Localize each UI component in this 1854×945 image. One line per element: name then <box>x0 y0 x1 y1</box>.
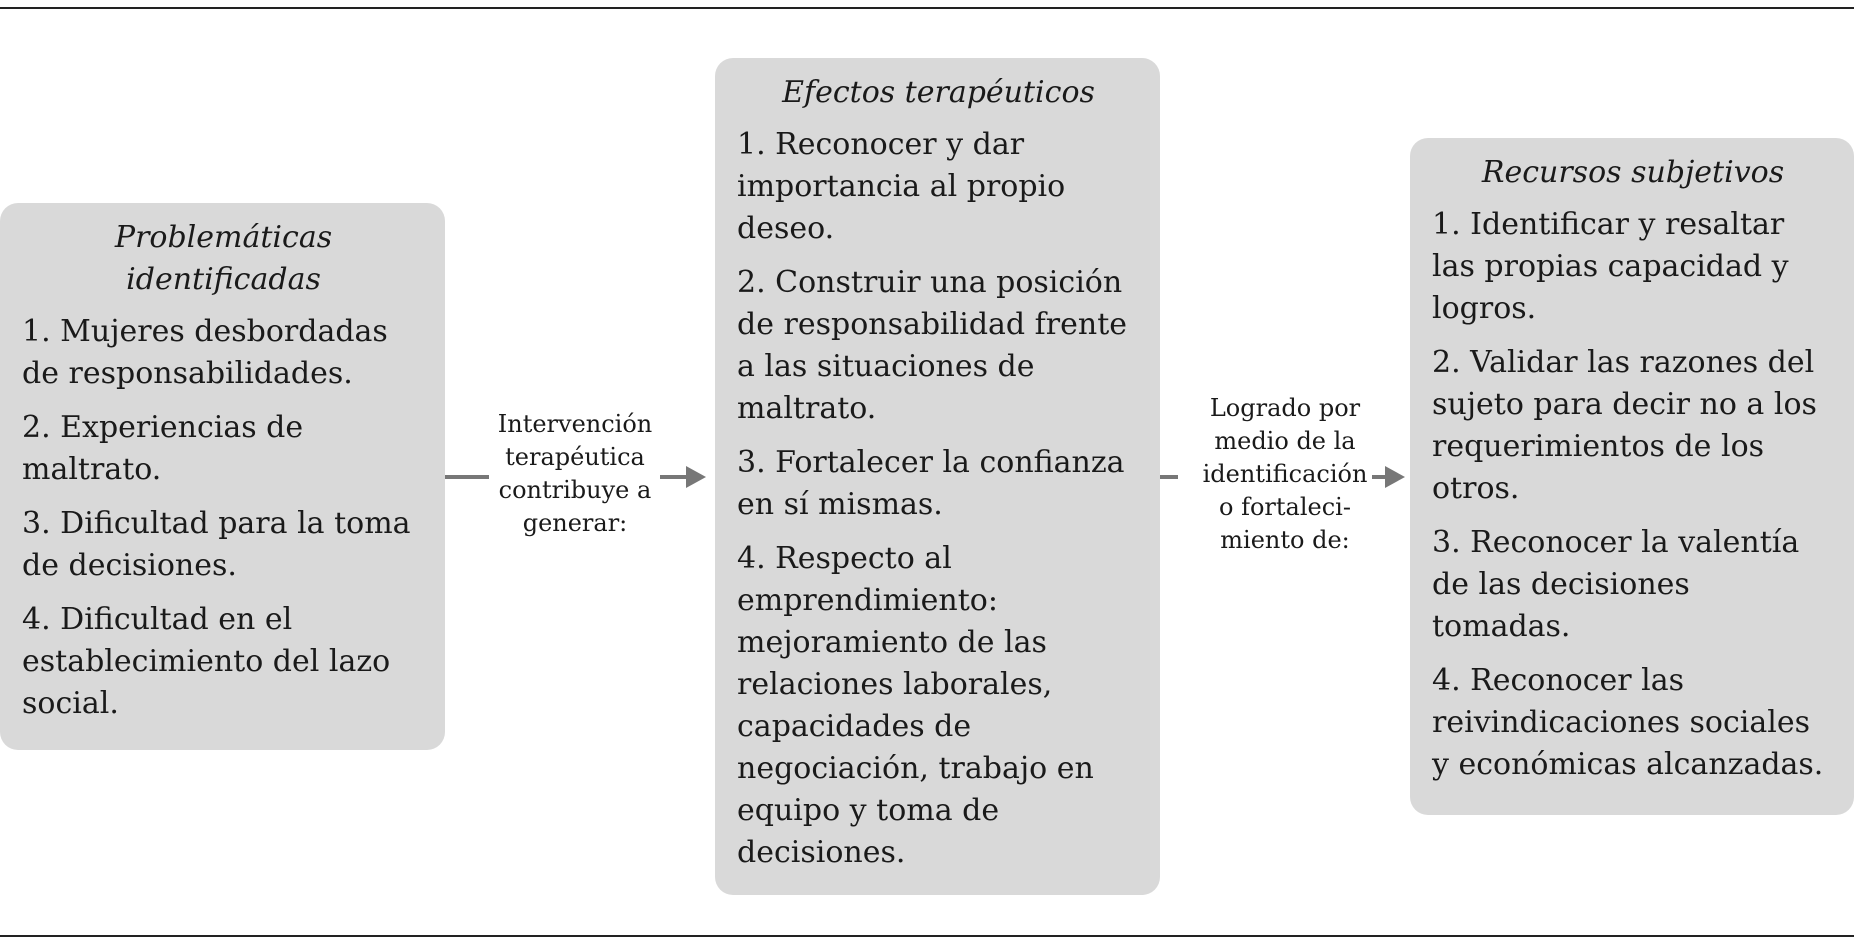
problems-box <box>0 203 445 750</box>
problems-list <box>22 311 425 725</box>
problems-item-1: 1. Mujeres desbordadas de responsabilidades. <box>22 314 388 391</box>
resources-box <box>1410 138 1854 815</box>
connector-1-line-4: generar: <box>522 509 628 537</box>
effects-list <box>737 124 1140 874</box>
effects-item-4: 4. Respecto al emprendimiento: mejoramiento de las relaciones laborales, capacidades de negociación, trabajo en equipo y toma de decisiones. <box>737 541 1094 870</box>
effects-item-3: 3. Fortalecer la confianza en sí mismas. <box>737 445 1125 522</box>
connector-1-line-2: terapéutica <box>505 443 645 471</box>
problems-title <box>22 217 425 301</box>
problems-item-4: 4. Dificultad en el establecimiento del lazo social. <box>22 602 391 721</box>
resources-item-3: 3. Reconocer la valentía de las decisiones tomadas. <box>1432 525 1800 644</box>
resources-item-4: 4. Reconocer las reivindicaciones sociales y económicas alcanzadas. <box>1432 663 1824 782</box>
connector-1-line-3: contribuye a <box>498 476 652 504</box>
connector-1-line-1: Intervención <box>497 410 653 438</box>
effects-box <box>715 58 1160 895</box>
resources-list <box>1432 204 1834 786</box>
resources-title: Recursos subjetivos <box>1481 155 1785 190</box>
effects-item-1: 1. Reconocer y dar importancia al propio deseo. <box>737 127 1066 246</box>
connector-2-line-2: medio de la <box>1214 427 1356 455</box>
resources-item-1: 1. Identificar y resaltar las propias capacidad y logros. <box>1432 207 1789 326</box>
connector-2-line-3: identificación <box>1202 460 1368 488</box>
connector-2-line-1: Logrado por <box>1209 394 1361 422</box>
top-rule <box>0 7 1854 9</box>
problems-title-line1: Problemáticas <box>114 220 333 255</box>
connector-2-line-4: o fortaleci- <box>1219 493 1351 521</box>
bottom-rule <box>0 935 1854 937</box>
connector-2-line-left <box>1160 475 1178 479</box>
resources-item-2: 2. Validar las razones del sujeto para decir no a los requerimientos de los otros. <box>1432 345 1817 506</box>
effects-title: Efectos terapéuticos <box>782 75 1095 110</box>
connector-1-label <box>480 408 670 540</box>
problems-item-3: 3. Dificultad para la toma de decisiones. <box>22 506 411 583</box>
connector-1-arrow-icon <box>686 466 706 488</box>
connector-2-line-5: miento de: <box>1220 526 1350 554</box>
problems-item-2: 2. Experiencias de maltrato. <box>22 410 304 487</box>
effects-item-2: 2. Construir una posición de responsabilidad frente a las situaciones de maltrato. <box>737 265 1127 426</box>
problems-title-line2: identificadas <box>126 262 321 297</box>
connector-2-label <box>1180 392 1390 557</box>
